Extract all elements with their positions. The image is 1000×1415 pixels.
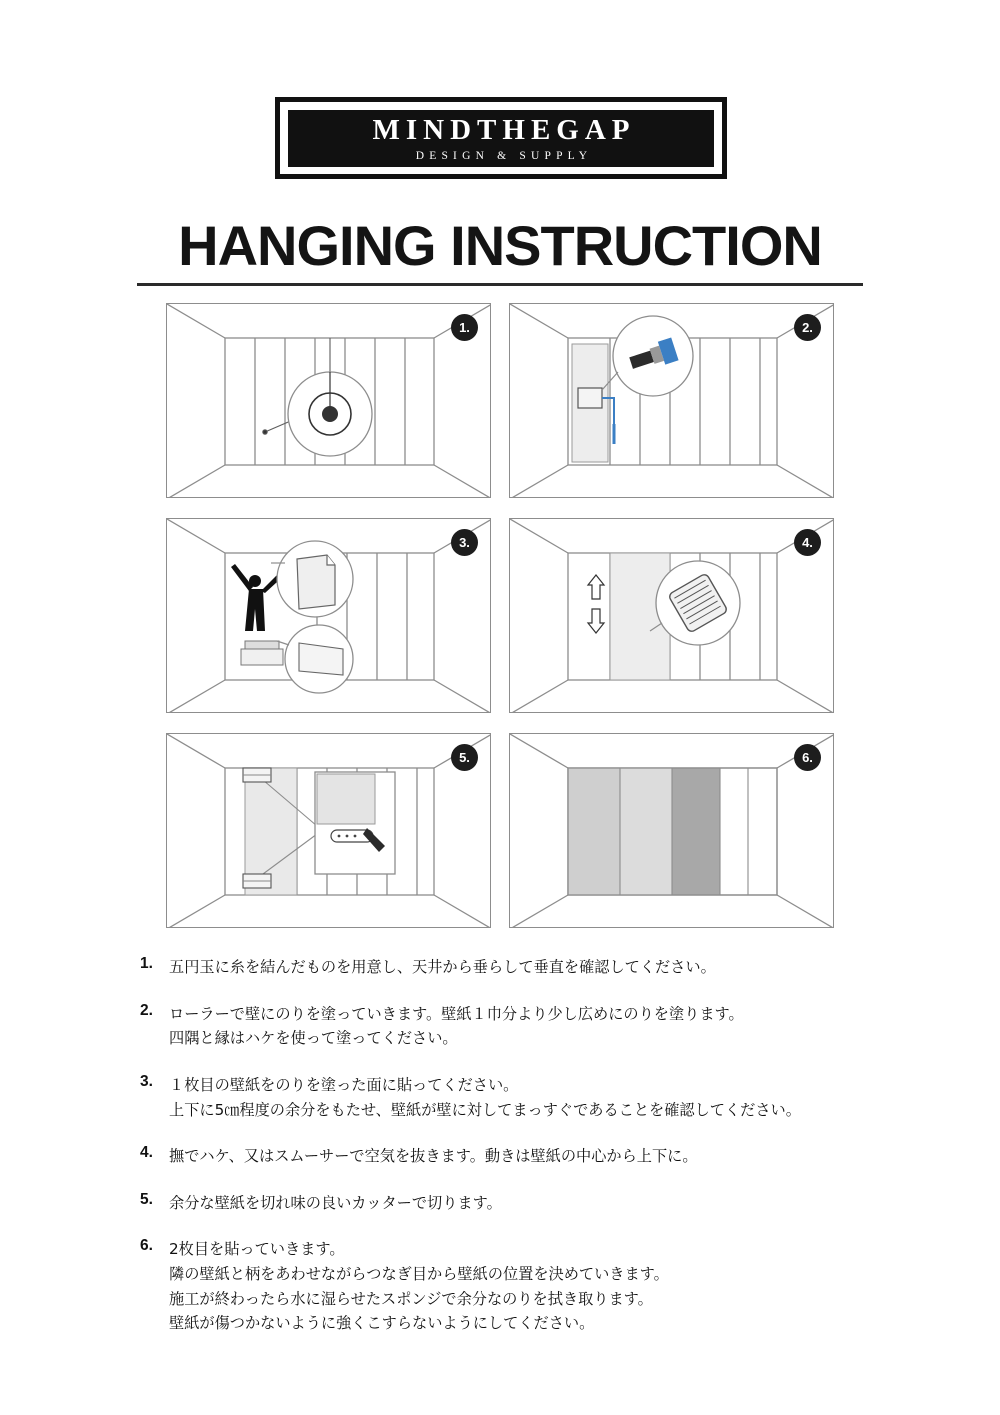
step-text-line: 2枚目を貼っていきます。 bbox=[169, 1240, 345, 1259]
brand-name: MINDTHEGAP bbox=[372, 113, 636, 146]
page-title: HANGING INSTRUCTION bbox=[178, 214, 822, 277]
step-text-line: 壁紙が傷つかないように強くこすらないようにしてください。 bbox=[169, 1314, 595, 1333]
figure-step-6 bbox=[509, 733, 834, 928]
arrow-up-icon bbox=[588, 575, 604, 599]
step-text-line: 四隅と縁はハケを使って塗ってください。 bbox=[169, 1029, 458, 1048]
step-text bbox=[169, 1073, 896, 1122]
step-text bbox=[169, 1237, 896, 1336]
magnifier-callout-1 bbox=[288, 372, 372, 456]
magnifier-callout-5 bbox=[315, 772, 395, 874]
figure-grid bbox=[166, 303, 834, 928]
figure-step-1 bbox=[166, 303, 491, 498]
step-text-line: １枚目の壁紙をのりを塗った面に貼ってください。 bbox=[169, 1075, 519, 1094]
list-item bbox=[136, 1144, 896, 1169]
figure-step-5 bbox=[166, 733, 491, 928]
step-text-line: ローラーで壁にのりを塗っていきます。壁紙１巾分より少し広めにのりを塗ります。 bbox=[169, 1004, 744, 1023]
step-number: 5. bbox=[140, 1190, 153, 1208]
step-text-line: 上下に5㎝程度の余分をもたせ、壁紙が壁に対してまっすぐであることを確認してください。 bbox=[169, 1100, 801, 1119]
step-number: 4. bbox=[140, 1144, 153, 1162]
magnifier-callout-3b bbox=[277, 625, 353, 693]
step-number: 3. bbox=[140, 1072, 153, 1090]
figure-badge: 5. bbox=[451, 744, 478, 771]
figure-step-4 bbox=[509, 518, 834, 713]
figure-step-2 bbox=[509, 303, 834, 498]
step-text bbox=[169, 1144, 896, 1169]
cutter-detail-bottom bbox=[243, 874, 271, 888]
brand-tagline: DESIGN & SUPPLY bbox=[415, 149, 593, 162]
step-text-line: 五円玉に糸を結んだものを用意し、天井から垂らして垂直を確認してください。 bbox=[169, 958, 716, 976]
figure-badge: 3. bbox=[451, 529, 478, 556]
step-number: 2. bbox=[140, 1001, 153, 1019]
list-item bbox=[136, 955, 896, 980]
step-text-line: 隣の壁紙と柄をあわせながらつなぎ目から壁紙の位置を決めていきます。 bbox=[169, 1265, 669, 1283]
step-text-line: 施工が終わったら水に湿らせたスポンジで余分なのりを拭き取ります。 bbox=[169, 1289, 653, 1308]
title-divider bbox=[137, 283, 863, 286]
list-item bbox=[136, 1073, 896, 1122]
figure-badge: 1. bbox=[451, 314, 478, 341]
step-text bbox=[169, 955, 896, 980]
magnifier-callout-2 bbox=[602, 316, 693, 396]
step-number: 1. bbox=[140, 955, 153, 972]
step-text bbox=[169, 1191, 896, 1216]
list-item bbox=[136, 1002, 896, 1051]
figure-badge: 4. bbox=[794, 529, 821, 556]
figure-step-3 bbox=[166, 518, 491, 713]
arrow-down-icon bbox=[588, 609, 604, 633]
step-number: 6. bbox=[140, 1237, 153, 1255]
step-list bbox=[136, 955, 896, 1358]
step-text bbox=[169, 1002, 896, 1051]
list-item bbox=[136, 1237, 896, 1336]
cutter-detail-top bbox=[243, 768, 271, 782]
step-text-line: 余分な壁紙を切れ味の良いカッターで切ります。 bbox=[169, 1193, 502, 1212]
step-text-line: 撫でハケ、又はスムーサーで空気を抜きます。動きは壁紙の中心から上下に。 bbox=[169, 1147, 698, 1166]
brand-logo-inner bbox=[288, 110, 714, 167]
figure-badge: 6. bbox=[794, 744, 821, 771]
figure-badge: 2. bbox=[794, 314, 821, 341]
brand-logo bbox=[275, 97, 727, 179]
list-item bbox=[136, 1191, 896, 1216]
